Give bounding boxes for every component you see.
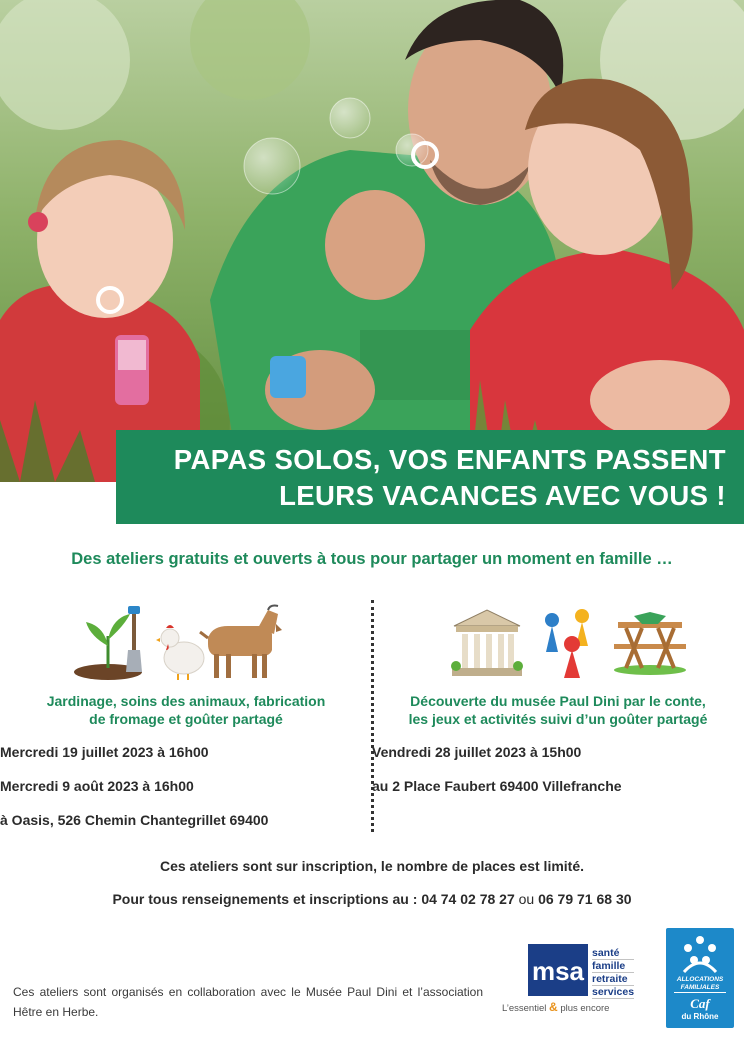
- museum-title: [372, 692, 744, 728]
- plant-icon: [72, 606, 152, 682]
- farm-date-1: Mercredi 19 juillet 2023 à 16h00: [0, 744, 209, 760]
- contact-prefix: Pour tous renseignements et inscriptions au :: [112, 891, 422, 907]
- msa-tag-after: plus encore: [557, 1003, 610, 1014]
- collaboration-note: Ces ateliers sont organisés en collaboration avec le Musée Paul Dini et l’association Hêtre en Herbe.: [13, 985, 483, 1019]
- msa-word-4: services: [592, 986, 635, 998]
- goat-icon: [198, 604, 284, 680]
- workshop-museum: [372, 598, 744, 728]
- msa-logo-mark: [528, 944, 588, 996]
- museum-date-1: Vendredi 28 juillet 2023 à 15h00: [372, 744, 582, 760]
- phone-1[interactable]: 04 74 02 78 27: [421, 891, 515, 907]
- museum-place: au 2 Place Faubert 69400 Villefranche: [372, 778, 622, 794]
- museum-title-line-1: Découverte du musée Paul Dini par le conte,: [410, 693, 706, 709]
- title-line-1: PAPAS SOLOS, VOS ENFANTS PASSENT: [173, 444, 726, 475]
- museum-icon: [450, 606, 524, 680]
- farm-title: [0, 692, 372, 728]
- title-line-2: LEURS VACANCES AVEC VOUS !: [279, 480, 726, 511]
- msa-word-2: famille: [592, 960, 634, 973]
- family-bubbles-illustration: [0, 0, 744, 482]
- contact-or: ou: [514, 891, 539, 907]
- msa-tagline: [502, 1000, 609, 1014]
- msa-letters: msa: [531, 956, 585, 986]
- farm-icons: [0, 598, 372, 684]
- workshop-farm: [0, 598, 372, 728]
- caf-people-icon: [680, 934, 720, 974]
- farm-place: à Oasis, 526 Chemin Chantegrillet 69400: [0, 812, 269, 828]
- msa-tag-amp: &: [549, 1000, 558, 1014]
- caf-name: Caf: [690, 996, 710, 1011]
- msa-word-3: retraite: [592, 973, 634, 986]
- tagline: Des ateliers gratuits et ouverts à tous pour partager un moment en famille …: [71, 550, 673, 568]
- msa-words: [592, 947, 634, 999]
- caf-logo: [666, 928, 734, 1028]
- caf-separator: [674, 992, 726, 993]
- registration-note: Ces ateliers sont sur inscription, le nombre de places est limité.: [159, 858, 585, 874]
- msa-tag-before: L’essentiel: [502, 1003, 550, 1014]
- game-pawns-icon: [538, 608, 598, 680]
- picnic-table-icon: [612, 612, 688, 676]
- msa-word-1: santé: [592, 947, 634, 960]
- farm-date-2: Mercredi 9 août 2023 à 16h00: [0, 778, 194, 794]
- museum-icons: [372, 598, 744, 684]
- caf-line-2: FAMILIALES: [680, 983, 720, 991]
- msa-logo: [502, 944, 652, 1016]
- farm-title-line-1: Jardinage, soins des animaux, fabrication: [46, 693, 326, 709]
- phone-2[interactable]: 06 79 71 68 30: [538, 891, 632, 907]
- hero-photo: [0, 0, 744, 482]
- msa-letters-icon: [528, 944, 588, 996]
- farm-title-line-2: de fromage et goûter partagé: [89, 711, 283, 727]
- caf-region: du Rhône: [681, 1012, 719, 1021]
- caf-words: [666, 976, 734, 991]
- caf-line-1: ALLOCATIONS: [676, 976, 724, 983]
- title-band: [116, 430, 744, 524]
- contact-line: [0, 891, 744, 907]
- museum-title-line-2: les jeux et activités suivi d’un goûter partagé: [408, 711, 708, 727]
